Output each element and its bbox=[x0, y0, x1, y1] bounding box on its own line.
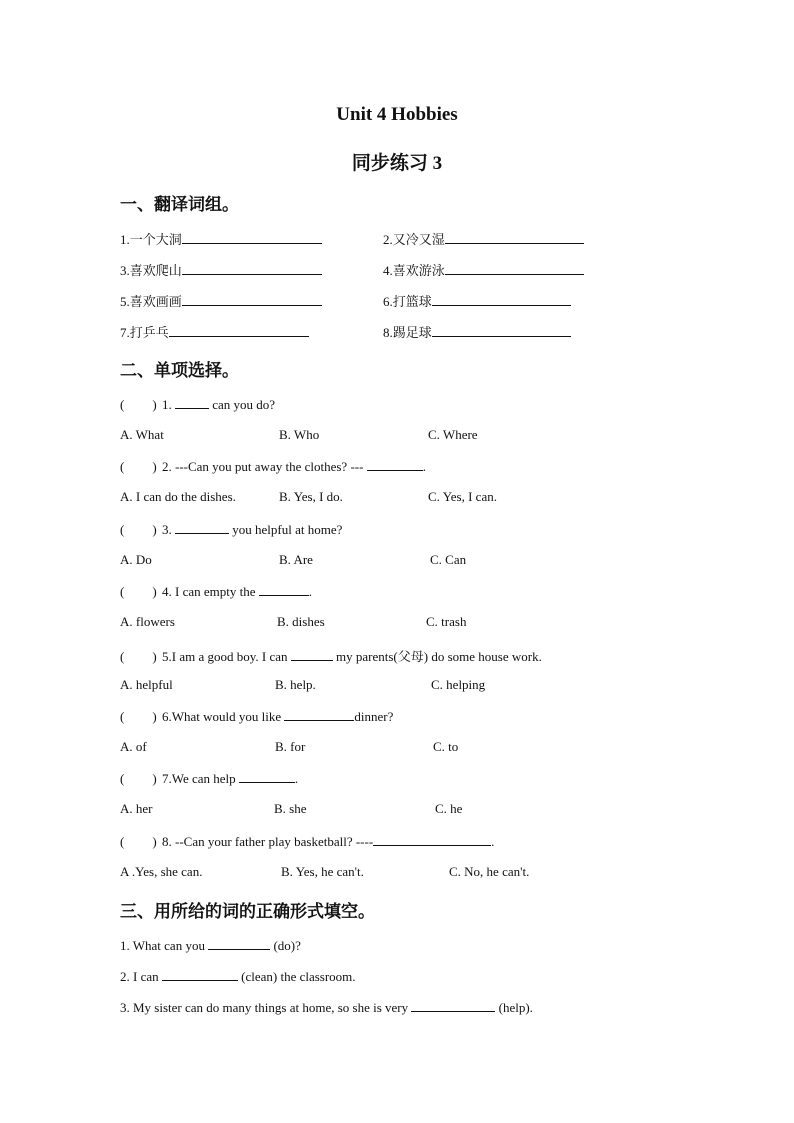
answer-blank[interactable] bbox=[162, 968, 238, 981]
fill-item-text: 3. My sister can do many things at home, so she is very bbox=[120, 1000, 409, 1015]
answer-blank[interactable] bbox=[445, 231, 584, 244]
answer-blank[interactable] bbox=[291, 648, 333, 661]
translate-item-label: 1.一个大洞 bbox=[120, 232, 182, 247]
fill-item-text-end: (do)? bbox=[273, 938, 301, 953]
translate-item-7 bbox=[120, 322, 309, 341]
translate-item-1 bbox=[120, 229, 322, 248]
fill-item-text-end: (help). bbox=[498, 1000, 533, 1015]
question-text-end: . bbox=[308, 584, 312, 599]
question-text-end: . bbox=[491, 834, 495, 849]
answer-blank[interactable] bbox=[175, 521, 229, 534]
answer-blank[interactable] bbox=[432, 293, 571, 306]
question-1: ( ) 1. can you do? bbox=[120, 397, 276, 412]
fill-item-2 bbox=[120, 968, 356, 985]
option-b[interactable]: B. help. bbox=[275, 677, 316, 692]
question-7: ( ) 7.We can help . bbox=[120, 771, 299, 786]
question-text-end: can you do? bbox=[212, 397, 276, 412]
question-text-end: . bbox=[294, 771, 299, 786]
question-4: ( ) 4. I can empty the . bbox=[120, 584, 312, 599]
option-c[interactable]: C. No, he can't. bbox=[449, 864, 530, 879]
question-5: ( ) 5.I am a good boy. I can my parents(父母) do some house work. bbox=[120, 649, 542, 664]
question-text-end: dinner? bbox=[354, 709, 394, 724]
question-text-end: my parents(父母) do some house work. bbox=[336, 649, 542, 664]
page-subtitle: 同步练习 3 bbox=[351, 153, 443, 174]
translate-item-3 bbox=[120, 260, 322, 279]
answer-blank[interactable] bbox=[208, 937, 270, 950]
translate-item-5 bbox=[120, 291, 322, 310]
section-heading-choice: 二、单项选择。 bbox=[120, 361, 239, 381]
option-a[interactable]: A. helpful bbox=[120, 677, 173, 692]
option-c[interactable]: C. helping bbox=[431, 677, 486, 692]
option-c[interactable]: C. to bbox=[433, 739, 459, 754]
page-title: Unit 4 Hobbies bbox=[336, 104, 458, 125]
translate-item-6 bbox=[383, 291, 571, 310]
translate-item-2 bbox=[383, 229, 584, 248]
option-a[interactable]: A .Yes, she can. bbox=[120, 864, 203, 879]
option-b[interactable]: B. she bbox=[274, 801, 307, 816]
question-text: 2. ---Can you put away the clothes? --- bbox=[162, 459, 364, 474]
translate-item-label: 6.打篮球 bbox=[383, 294, 432, 309]
section-heading-translate: 一、翻译词组。 bbox=[120, 195, 239, 215]
translate-item-label: 5.喜欢画画 bbox=[120, 294, 182, 309]
translate-item-label: 7.打乒乓 bbox=[120, 325, 169, 340]
option-b[interactable]: B. Yes, I do. bbox=[279, 489, 343, 504]
fill-item-text: 2. I can bbox=[120, 969, 159, 984]
option-a[interactable]: A. flowers bbox=[120, 614, 175, 629]
question-6: ( ) 6.What would you like dinner? bbox=[120, 709, 394, 724]
option-a[interactable]: A. her bbox=[120, 801, 153, 816]
option-a[interactable]: A. Do bbox=[120, 552, 152, 567]
answer-blank[interactable] bbox=[373, 833, 491, 846]
answer-blank[interactable] bbox=[182, 262, 322, 275]
answer-blank[interactable] bbox=[169, 324, 309, 337]
question-text-end: you helpful at home? bbox=[232, 522, 343, 537]
translate-item-label: 3.喜欢爬山 bbox=[120, 263, 182, 278]
question-text: 1. bbox=[162, 397, 172, 412]
option-b[interactable]: B. Are bbox=[279, 552, 313, 567]
option-b[interactable]: B. dishes bbox=[277, 614, 325, 629]
option-c[interactable]: C. Yes, I can. bbox=[428, 489, 497, 504]
option-b[interactable]: B. Yes, he can't. bbox=[281, 864, 364, 879]
option-a[interactable]: A. What bbox=[120, 427, 164, 442]
question-text: 6.What would you like bbox=[162, 709, 282, 724]
question-text: 7.We can help bbox=[162, 771, 236, 786]
question-8: ( ) 8. --Can your father play basketball? ---- . bbox=[120, 834, 495, 849]
translate-item-label: 8.踢足球 bbox=[383, 325, 432, 340]
question-text: 3. bbox=[162, 522, 172, 537]
fill-item-3 bbox=[120, 999, 533, 1016]
fill-item-text: 1. What can you bbox=[120, 938, 205, 953]
question-2: ( ) 2. ---Can you put away the clothes? --- . bbox=[120, 459, 426, 474]
question-text: 4. I can empty the bbox=[162, 584, 256, 599]
answer-blank[interactable] bbox=[239, 770, 295, 783]
answer-blank[interactable] bbox=[175, 396, 209, 409]
translate-item-label: 4.喜欢游泳 bbox=[383, 263, 445, 278]
option-b[interactable]: B. Who bbox=[279, 427, 320, 442]
answer-blank[interactable] bbox=[182, 231, 322, 244]
answer-blank[interactable] bbox=[432, 324, 571, 337]
translate-item-8 bbox=[383, 322, 571, 341]
option-b[interactable]: B. for bbox=[275, 739, 306, 754]
option-c[interactable]: C. he bbox=[435, 801, 463, 816]
answer-blank[interactable] bbox=[182, 293, 322, 306]
translate-item-label: 2.又冷又湿 bbox=[383, 232, 445, 247]
option-c[interactable]: C. Where bbox=[428, 427, 478, 442]
question-text: 5.I am a good boy. I can bbox=[162, 649, 288, 664]
option-a[interactable]: A. of bbox=[120, 739, 147, 754]
question-text-end: . bbox=[422, 459, 426, 474]
answer-blank[interactable] bbox=[411, 999, 495, 1012]
answer-blank[interactable] bbox=[284, 708, 354, 721]
option-c[interactable]: C. trash bbox=[426, 614, 467, 629]
answer-blank[interactable] bbox=[367, 458, 423, 471]
question-text: 8. --Can your father play basketball? ---- bbox=[162, 834, 374, 849]
answer-blank[interactable] bbox=[445, 262, 584, 275]
section-heading-fill: 三、用所给的词的正确形式填空。 bbox=[120, 902, 375, 922]
option-c[interactable]: C. Can bbox=[430, 552, 467, 567]
fill-item-1 bbox=[120, 937, 301, 954]
option-a[interactable]: A. I can do the dishes. bbox=[120, 489, 236, 504]
fill-item-text-end: (clean) the classroom. bbox=[241, 969, 356, 984]
translate-item-4 bbox=[383, 260, 584, 279]
answer-blank[interactable] bbox=[259, 583, 309, 596]
question-3: ( ) 3. you helpful at home? bbox=[120, 522, 343, 537]
